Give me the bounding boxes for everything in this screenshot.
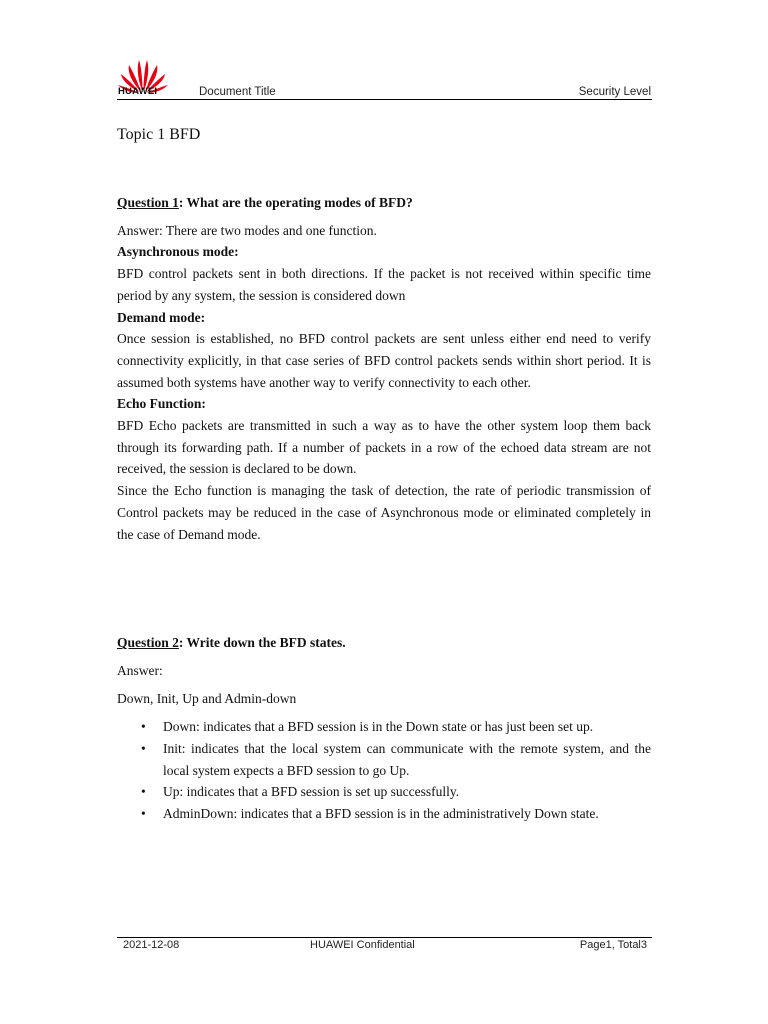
question-1-answer: Answer: There are two modes and one function. (117, 222, 377, 238)
question-2-text: : Write down the BFD states. (178, 635, 346, 651)
list-item: • Init: indicates that the local system can communicate with the remote system, and the local system expects a BFD session to go Up. (117, 738, 651, 781)
echo-function-text-2: Since the Echo function is managing the task of detection, the rate of periodic transmission of Control packets may be reduced in the case of Asynchronous mode or eliminated completely in the case of Demand mode. (117, 483, 651, 542)
list-item: • Down: indicates that a BFD session is in the Down state or has just been set up. (117, 716, 651, 738)
bullet-icon: • (141, 719, 146, 735)
question-2 (117, 632, 651, 654)
header-divider (117, 99, 652, 100)
footer-divider (117, 937, 652, 938)
bullet-icon: • (141, 741, 146, 757)
security-level: Security Level (578, 86, 651, 98)
list-item: • Up: indicates that a BFD session is set up successfully. (117, 781, 651, 803)
question-2-number: Question 2 (117, 635, 179, 651)
bullet-icon: • (141, 806, 146, 822)
states-list (117, 716, 651, 825)
footer-date: 2021-12-08 (123, 939, 180, 951)
question-2-answer: Answer: (117, 662, 163, 678)
async-mode-text: BFD control packets sent in both directions. If the packet is not received within specific time period by any system, the session is considered down (117, 266, 651, 303)
question-1 (117, 192, 651, 214)
echo-function-text: BFD Echo packets are transmitted in such a way as to have the other system loop them back through its forwarding path. If a number of packets in a row of the echoed data stream are not received, the session is declared to be down. (117, 418, 651, 477)
states-line: Down, Init, Up and Admin-down (117, 690, 297, 706)
footer-confidential: HUAWEI Confidential (310, 939, 415, 951)
demand-mode-title: Demand mode: (117, 309, 206, 325)
echo-function-title: Echo Function: (117, 396, 206, 412)
document-title: Document Title (199, 86, 276, 98)
demand-mode-text: Once session is established, no BFD control packets are sent unless either end need to verify connectivity explicitly, in that case series of BFD control packets sends within short period. It is assumed both systems have another way to verify connectivity to each other. (117, 331, 651, 390)
footer-page-number: Page1, Total3 (579, 939, 647, 951)
question-1-number: Question 1 (117, 195, 179, 210)
document-body (117, 192, 651, 825)
async-mode-title: Asynchronous mode: (117, 244, 239, 260)
topic-heading: Topic 1 BFD (117, 126, 201, 143)
question-1-text: : What are the operating modes of BFD? (178, 195, 413, 210)
list-item: • AdminDown: indicates that a BFD session is in the administratively Down state. (117, 803, 651, 825)
bullet-icon: • (141, 784, 146, 800)
brand-name: HUAWEI (118, 86, 158, 97)
